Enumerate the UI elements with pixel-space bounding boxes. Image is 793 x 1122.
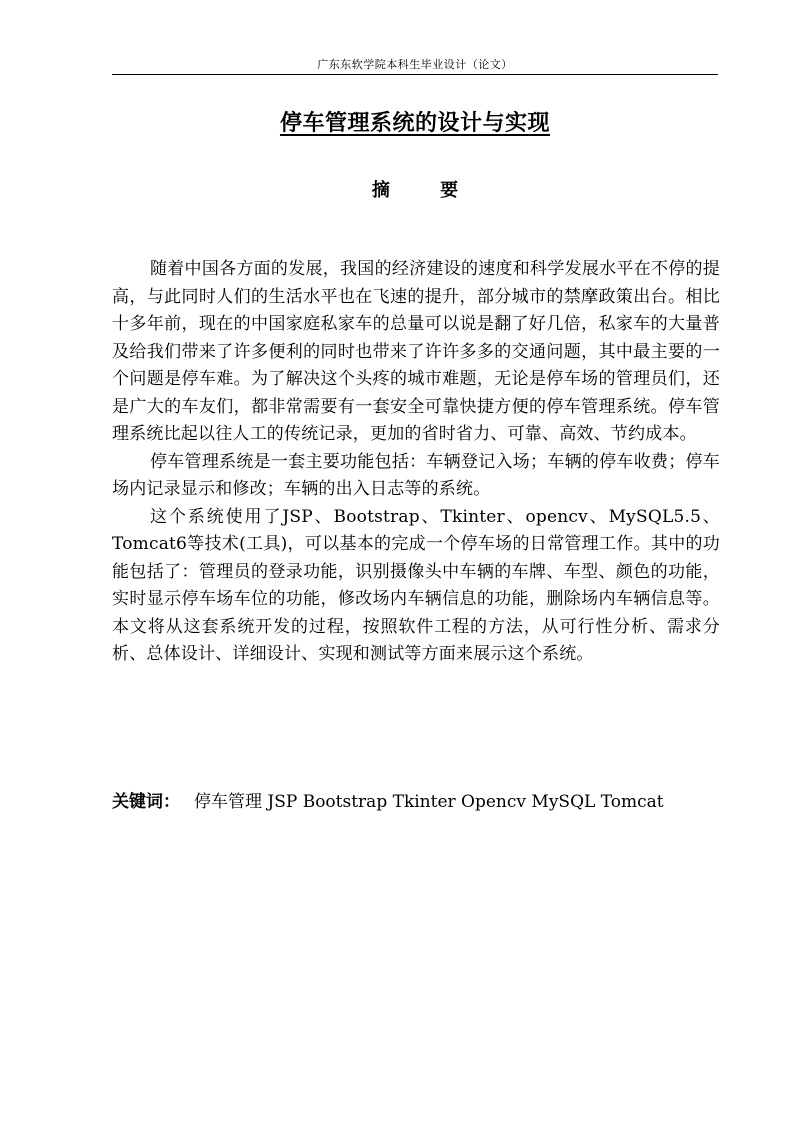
abstract-heading: 摘 要 bbox=[371, 180, 481, 201]
header-rule bbox=[112, 74, 718, 75]
abstract-paragraph: 这个系统使用了JSP、Bootstrap、Tkinter、opencv、MySQL5.5、Tomcat6等技术(工具)，可以基本的完成一个停车场的日常管理工作。其中的功能包括了：管理员的登录功能，识别摄像头中车辆的车牌、车型、颜色的功能，实时显示停车场车位的功能，修改场内车辆信息的功能，删除场内车辆信息等。本文将从这套系统开发的过程，按照软件工程的方法，从可行性分析、需求分析、总体设计、详细设计、实现和测试等方面来展示这个系统。 bbox=[112, 506, 720, 664]
abstract-paragraph: 停车管理系统是一套主要功能包括：车辆登记入场；车辆的停车收费；停车场内记录显示和修改；车辆的出入日志等的系统。 bbox=[112, 451, 720, 499]
keywords-terms: 停车管理 JSP Bootstrap Tkinter Opencv MySQL Tomcat bbox=[194, 792, 664, 812]
abstract-body bbox=[112, 256, 720, 669]
keywords-line bbox=[112, 790, 718, 814]
running-header: 广东东软学院本科生毕业设计（论文） bbox=[317, 58, 513, 71]
paper-title: 停车管理系统的设计与实现 bbox=[279, 111, 550, 136]
abstract-paragraph: 随着中国各方面的发展，我国的经济建设的速度和科学发展水平在不停的提高，与此同时人们的生活水平也在飞速的提升，部分城市的禁摩政策出台。相比十多年前，现在的中国家庭私家车的总量可以说是翻了好几倍，私家车的大量普及给我们带来了许多便利的同时也带来了许许多多的交通问题，其中最主要的一个问题是停车难。为了解决这个头疼的城市难题，无论是停车场的管理员们，还是广大的车友们，都非常需要有一套安全可靠快捷方便的停车管理系统。停车管理系统比起以往人工的传统记录，更加的省时省力、可靠、高效、节约成本。 bbox=[112, 259, 720, 444]
keywords-label: 关键词： bbox=[112, 792, 180, 812]
